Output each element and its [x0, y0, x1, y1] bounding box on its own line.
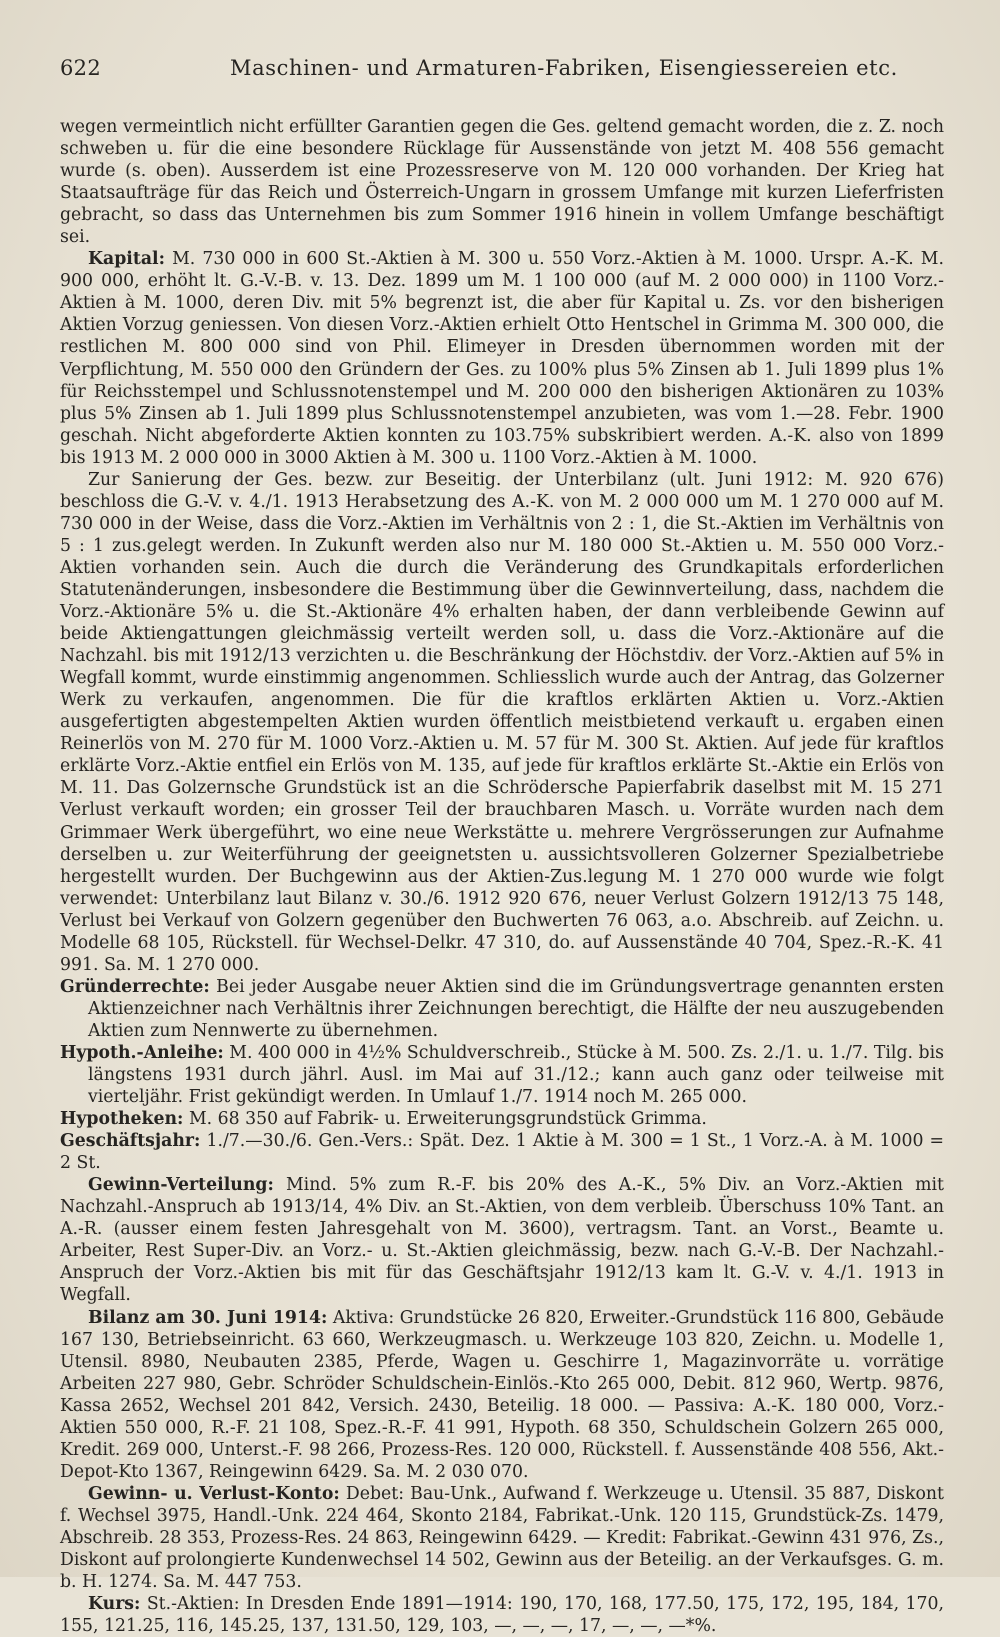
hypotheken-label: Hypotheken: — [60, 1109, 184, 1130]
sanierung-paragraph: Zur Sanierung der Ges. bezw. zur Beseitig. der Unterbilanz (ult. Juni 1912: M. 920 676) beschloss die G.-V. v. 4./1. 1913 Herabsetzung des A.-K. von M. 2 000 000 um M. 1 270 000 auf M. 730 000 in der Weise, dass die Vorz.-Aktien im Verhältnis von 2 : 1, die St.-Aktien im Verhältnis von 5 : 1 zus.gelegt werden. In Zukunft werden also nur M. 180 000 St.-Aktien u. M. 550 000 Vorz.-Aktien vorhanden sein. Auch die durch die Veränderung des Grundkapitals erforderlichen Statutenänderungen, insbesondere die Bestimmung über die Gewinnverteilung, dass, nachdem die Vorz.-Aktionäre 5% u. die St.-Aktionäre 4% erhalten haben, der dann verbleibende Gewinn auf beide Aktiengattungen gleichmässig verteilt werden soll, u. dass die Vorz.-Aktionäre auf die Nachzahl. bis mit 1912/13 verzichten u. die Beschränkung der Höchstdiv. der Vorz.-Aktien auf 5% in Wegfall kommt, wurde einstimmig angenommen. Schliesslich wurde auch der Antrag, das Golzerner Werk zu verkaufen, angenommen. Die für die kraftlos erklärten Aktien u. Vorz.-Aktien ausgefertigten abgestempelten Aktien wurden öffentlich meistbietend verkauft u. ergaben einen Reinerlös von M. 270 für M. 1000 Vorz.-Aktien u. M. 57 für M. 300 St. Aktien. Auf jede für kraftlos erklärte Vorz.-Aktie entfiel ein Erlös von M. 135, auf jede für kraftlos erklärte St.-Aktie ein Erlös von M. 11. Das Golzernsche Grundstück ist an die Schrödersche Papierfabrik daselbst mit M. 15 271 Verlust verkauft worden; ein grosser Teil der brauchbaren Masch. u. Vorräte wurden nach dem Grimmaer Werk übergeführt, wo eine neue Werkstätte u. mehrere Vergrösserungen zur Aufnahme derselben u. zur Weiterführung der geeignetsten u. aussichtsvolleren Golzerner Spezialbetriebe hergestellt wurden. Der Buchgewinn aus der Aktien-Zus.legung M. 1 270 000 wurde wie folgt verwendet: Unterbilanz laut Bilanz v. 30./6. 1912 920 676, neuer Verlust Golzern 1912/13 75 148, Verlust bei Verkauf von Golzern gegenüber den Buchwerten 76 063, a.o. Abschreib. auf Zeichn. u. Modelle 68 105, Rückstell. für Wechsel-Delkr. 47 310, do. auf Aussenstände 40 704, Spez.-R.-K. 41 991. Sa. M. 1 270 000. — [60, 469, 944, 975]
hypoth-anleihe-label: Hypoth.-Anleihe: — [60, 1042, 224, 1063]
document-body — [60, 116, 944, 1637]
kapital-paragraph — [60, 248, 944, 468]
gewinn-verlust-label: Gewinn- u. Verlust-Konto: — [88, 1483, 340, 1504]
kapital-label: Kapital: — [88, 249, 165, 270]
gewinn-verteilung-text: Mind. 5% zum R.-F. bis 20% des A.-K., 5% Div. an Vorz.-Aktien mit Nachzahl.-Anspruch ab 1913/14, 4% Div. an St.-Aktien, von dem verbleib. Überschuss 10% Tant. an A.-R. (ausser einem festen Jahresgehalt von M. 3600), vertragsm. Tant. an Vorst., Beamte u. Arbeiter, Rest Super-Div. an Vorz.- u. St.-Aktien gleichmässig, bezw. nach G.-V.-B. Der Nachzahl.-Anspruch der Vorz.-Aktien bis mit für das Geschäftsjahr 1912/13 kam lt. G.-V. v. 4./1. 1913 in Wegfall. — [60, 1175, 944, 1306]
bilanz-label: Bilanz am 30. Juni 1914: — [88, 1307, 328, 1328]
running-title: Maschinen- und Armaturen-Fabriken, Eisengiessereien etc. — [230, 56, 898, 80]
bilanz-paragraph — [60, 1307, 944, 1483]
hypoth-anleihe-paragraph — [60, 1042, 944, 1108]
gewinn-verteilung-paragraph — [60, 1174, 944, 1306]
geschaeftsjahr-label: Geschäftsjahr: — [60, 1131, 201, 1152]
page-number: 622 — [60, 56, 101, 80]
page-header — [60, 56, 944, 96]
intro-paragraph: wegen vermeintlich nicht erfüllter Garantien gegen die Ges. geltend gemacht worden, die z. Z. noch schweben u. für die eine besondere Rücklage für Aussenstände von jetzt M. 408 556 gemacht wurde (s. oben). Ausserdem ist eine Prozessreserve von M. 120 000 vorhanden. Der Krieg hat Staatsaufträge für das Reich und Österreich-Ungarn in grossem Umfange mit kurzen Lieferfristen gebracht, so dass das Unternehmen bis zum Sommer 1916 hinein in vollem Umfange beschäftigt sei. — [60, 117, 944, 248]
kurs-label: Kurs: — [88, 1594, 141, 1615]
geschaeftsjahr-text: 1./7.—30./6. Gen.-Vers.: Spät. Dez. 1 Aktie à M. 300 = 1 St., 1 Vorz.-A. à M. 1000 = 2 St. — [60, 1131, 944, 1174]
gruenderrechte-text: Bei jeder Ausgabe neuer Aktien sind die im Gründungsvertrage genannten ersten Aktienzeichner nach Verhältnis ihrer Zeichnungen berechtigt, die Hälfte der neu auszugebenden Aktien zum Nennwerte zu übernehmen. — [88, 976, 944, 1041]
hypotheken-paragraph — [60, 1108, 944, 1130]
geschaeftsjahr-paragraph — [60, 1130, 944, 1174]
kurs-paragraph — [60, 1593, 944, 1637]
gruenderrechte-label: Gründerrechte: — [60, 976, 210, 997]
gewinn-verlust-text: Debet: Bau-Unk., Aufwand f. Werkzeuge u. Utensil. 35 887, Diskont f. Wechsel 3975, Handl.-Unk. 224 464, Skonto 2184, Fabrikat.-Unk. 120 115, Grundstück-Zs. 1479, Abschreib. 28 353, Prozess-Res. 24 863, Reingewinn 6429. — Kredit: Fabrikat.-Gewinn 431 976, Zs., Diskont auf prolongierte Kundenwechsel 14 502, Gewinn aus der Beteilig. an der Verkaufsges. G. m. b. H. 1274. Sa. M. 447 753. — [60, 1483, 945, 1593]
hypoth-anleihe-text: M. 400 000 in 4½% Schuldverschreib., Stücke à M. 500. Zs. 2./1. u. 1./7. Tilg. bis längstens 1931 durch jährl. Ausl. im Mai auf 31./12.; kann auch ganz oder teilweise mit vierteljähr. Frist gekündigt werden. In Umlauf 1./7. 1914 noch M. 265 000. — [88, 1042, 944, 1108]
kapital-text: M. 730 000 in 600 St.-Aktien à M. 300 u. 550 Vorz.-Aktien à M. 1000. Urspr. A.-K. M. 900 000, erhöht lt. G.-V.-B. v. 13. Dez. 1899 um M. 1 100 000 (auf M. 2 000 000) in 1100 Vorz.-Aktien à M. 1000, deren Div. mit 5% begrenzt ist, die aber für Kapital u. Zs. vor den bisherigen Aktien Vorzug geniessen. Von diesen Vorz.-Aktien erhielt Otto Hentschel in Grimma M. 300 000, die restlichen M. 800 000 sind von Phil. Elimeyer in Dresden übernommen worden mit der Verpflichtung, M. 550 000 den Gründern der Ges. zu 100% plus 5% Zinsen ab 1. Juli 1899 plus 1% für Reichsstempel und Schlussnotenstempel und M. 200 000 den bisherigen Aktionären zu 103% plus 5% Zinsen ab 1. Juli 1899 plus Schlussnotenstempel anzubieten, was vom 1.—28. Febr. 1900 geschah. Nicht abgeforderte Aktien konnten zu 103.75% subskribiert werden. A.-K. also von 1899 bis 1913 M. 2 000 000 in 3000 Aktien à M. 300 u. 1100 Vorz.-Aktien à M. 1000. — [60, 249, 944, 468]
hypotheken-text: M. 68 350 auf Fabrik- u. Erweiterungsgrundstück Grimma. — [188, 1109, 707, 1130]
gewinn-verteilung-label: Gewinn-Verteilung: — [88, 1175, 274, 1196]
gruenderrechte-paragraph — [60, 976, 944, 1042]
bilanz-text: Aktiva: Grundstücke 26 820, Erweiter.-Grundstück 116 800, Gebäude 167 130, Betriebseinricht. 63 660, Werkzeugmasch. u. Werkzeuge 103 820, Zeichn. u. Modelle 1, Utensil. 8980, Neubauten 2385, Pferde, Wagen u. Geschirre 1, Magazinvorräte u. vorrätige Arbeiten 227 980, Gebr. Schröder Schuldschein-Einlös.-Kto 265 000, Debit. 812 960, Wertp. 9876, Kassa 2652, Wechsel 201 842, Versich. 2430, Beteilig. 18 000. — Passiva: A.-K. 180 000, Vorz.-Aktien 550 000, R.-F. 21 108, Spez.-R.-F. 41 991, Hypoth. 68 350, Schuldschein Golzern 265 000, Kredit. 269 000, Unterst.-F. 98 266, Prozess-Res. 120 000, Rückstell. f. Aussenstände 408 556, Akt.-Depot-Kto 1367, Reingewinn 6429. Sa. M. 2 030 070. — [60, 1307, 944, 1482]
kurs-text: St.-Aktien: In Dresden Ende 1891—1914: 190, 170, 168, 177.50, 175, 172, 195, 184, 170, 155, 121.25, 116, 145.25, 137, 131.50, 129, 103, —, —, —, 17, —, —, —*%. — [60, 1594, 944, 1637]
